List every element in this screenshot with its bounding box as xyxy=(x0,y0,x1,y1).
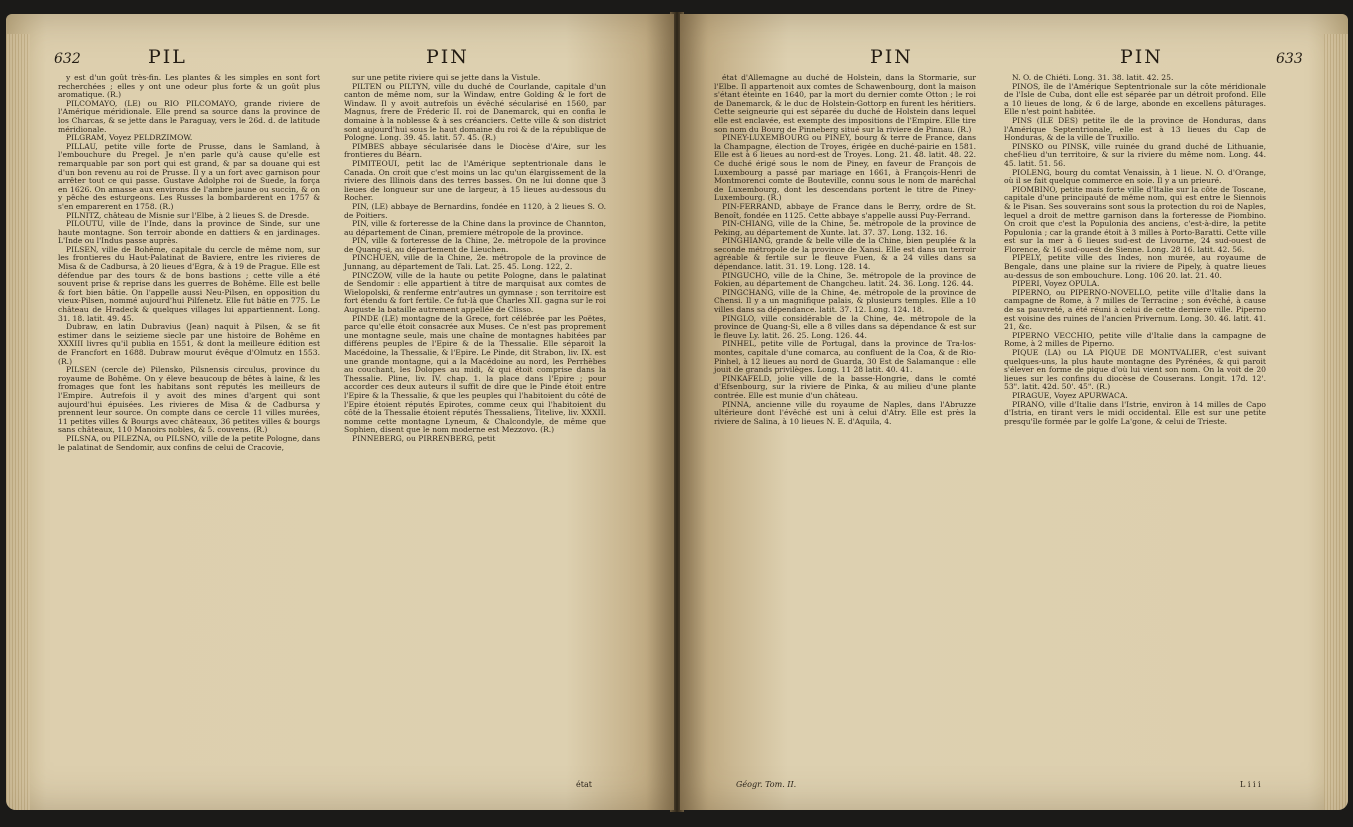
entry-paragraph: PIPELY, petite ville des Indes, non murée, au royaume de Bengale, dans une plaine sur la riviere de Pipely, à quatre lieues au-dessus de son embouchure. Long. 106 20. lat. 21. 40. xyxy=(1004,253,1266,280)
entry-paragraph: état d'Allemagne au duché de Holstein, dans la Stormarie, sur l'Elbe. Il appartenoit aux comtes de Schawenbourg, dont la maison s'étant éteinte en 1640, par la mort du dernier comte Otton ; le roi de Danemarck, & le duc de Holstein-Gottorp en furent les héritiers. Cette seigneurie qui est séparée du duché de Holstein dans lequel elle est enclavée, est exempte des impositions de l'Empire. Elle tire son nom du Bourg de Pinneberg situé sur la riviere de Pinnau. (R.) xyxy=(714,73,976,134)
catchword: L i i i xyxy=(1240,780,1261,789)
entry-paragraph: PIRANO, ville d'Italie dans l'Istrie, environ à 14 milles de Capo d'Istria, en tirant vers le midi occidental. Elle est sur une petite presqu'île formée par le golfe La'gone, & celui de Trieste. xyxy=(1004,399,1266,426)
entry-paragraph: PIOMBINO, petite mais forte ville d'Italie sur la côte de Toscane, capitale d'une principauté de même nom, qui est entre le Siennois & le Pisan. Ses souverains sont sous la protection du roi de Naples, lequel a droit de mettre garnison dans la forteresse de Piombino. On croit que c'est la Populonia des anciens, c'est-à-dire, la petite Populonia ; car la grande étoit à 3 milles à Porto-Baratti. Cette ville est sur la mer à 6 lieues sud-est de Livourne, 24 sud-ouest de Florence, & 16 sud-ouest de Sienne. Long. 28 16. latit. 42. 56. xyxy=(1004,184,1266,254)
entry-paragraph: PINGCHANG, ville de la Chine, 4e. métropole de la province de Chensi. Il y a un magnifique palais, & plusieurs temples. Elle a 10 villes dans sa dépendance. latit. 37. 12. Long. 124. 18. xyxy=(714,287,976,315)
right-column-1 xyxy=(714,74,976,426)
entry-paragraph: PINKAFELD, jolie ville de la basse-Hongrie, dans le comté d'Efsenbourg, sur la riviere de Pinka, & au milieu d'une plante contrée. Elle est munie d'un château. xyxy=(714,373,976,400)
entry-paragraph: PIN, ville & forteresse de la Chine, 2e. métropole de la province de Quang-si, au département de Lieuchen. xyxy=(344,236,606,254)
entry-paragraph: PINDE (LE) montagne de la Grece, fort célébrée par les Poëtes, parce qu'elle étoit consacrée aux Muses. Ce n'est pas proprement une montagne seule, mais une chaîne de montagnes habitées par différens peuples de l'Epire & de la Thessalie. Elle séparoit la Macédoine, la Thessalie, & l'Epire. Le Pinde, dit Strabon, liv. IX. est une grande montagne, qui a la Macédoine au nord, les Perrhèbes au couchant, les Dolopes au midi, & qui étoit comprise dans la Thessalie. Pline, liv. IV. chap. 1. la place dans l'Epire ; pour accorder ces deux auteurs il suffit de dire que le Pinde étoit entre l'Epire & la Thessalie, & que les peuples qui l'habitoient du côté de l'Epire étoient réputés Epirotes, comme ceux qui l'habitoient du côté de la Thessalie étoient réputés Thessaliens, Titelive, liv. XXXII. nomme cette montagne Lyneum, & Chalcondyle, de même que Sophien, disent que le nom moderne est Mezzovo. (R.) xyxy=(344,313,606,435)
entry-paragraph: PIMITEOUI, petit lac de l'Amérique septentrionale dans le Canada. On croit que c'est moins un lac qu'un élargissement de la riviere des Illinois dans des terres basses. On ne lui donne que 3 lieues de longueur sur une de largeur, à 15 lieues au-dessous du Rocher. xyxy=(344,158,606,203)
entry-paragraph: PIPERNO, ou PIPERNO-NOVELLO, petite ville d'Italie dans la campagne de Rome, à 7 milles de Terracine ; son évêché, à cause de sa pauvreté, a été réuni à celui de cette derniere ville. Piperno est voisine des ruines de l'ancien Privernum. Long. 30. 46. latit. 41. 21, &c. xyxy=(1004,287,1266,332)
left-running-head-left: PIL xyxy=(148,46,187,68)
entry-paragraph: PINCZOW, ville de la haute ou petite Pologne, dans le palatinat de Sendomir : elle appartient à titre de marquisat aux comtes de Wielopolski, & renferme entr'autres un gymnase ; son territoire est fort étendu & fort fertile. Ce fut-là que Charles XII. gagna sur le roi Auguste la bataille autrement appellée de Clisso. xyxy=(344,270,606,315)
entry-paragraph: PIN, (LE) abbaye de Bernardins, fondée en 1120, à 2 lieues S. O. de Poitiers. xyxy=(344,201,606,220)
entry-paragraph: PILSEN (cercle de) Pilensko, Pilsnensis circulus, province du royaume de Bohême. On y éleve beaucoup de bêtes à laine, & les fromages que font les habitans sont réputés les meilleurs de l'Empire. Autrefois il y avoit des mines d'argent qui sont aujourd'hui épuisées. Les rivieres de Misa & de Cadbursa y prennent leur source. On compte dans ce cercle 11 villes murées, 11 petites villes & Bourgs avec châteaux, 36 petites villes & bourgs sans châteaux, 110 Manoirs nobles, & 5. couvens. (R.) xyxy=(58,365,320,435)
entry-paragraph: PINS (ILE DES) petite île de la province de Honduras, dans l'Amérique Septentrionale, elle est à 13 lieues du Cap de Honduras, & de la ville de Truxillo. xyxy=(1004,115,1266,143)
right-page-number xyxy=(1276,46,1303,72)
entry-paragraph: y est d'un goût très-fin. Les plantes & les simples en sont fort recherchées ; elles y ont une odeur plus forte & un goût plus aromatique. (R.) xyxy=(58,73,320,100)
entry-paragraph: PIN-FERRAND, abbaye de France dans le Berry, ordre de St. Benoît, fondée en 1125. Cette abbaye s'appelle aussi Puy-Ferrand. xyxy=(714,201,976,220)
entry-paragraph: PINGHIANG, grande & belle ville de la Chine, bien peuplée & la seconde métropole de la province de Xansi. Elle est dans un terroir agréable & fertile sur le fleuve Fuen, & a 24 villes dans sa dépendance. latit. 31. 19. Long. 128. 14. xyxy=(714,236,976,272)
entry-paragraph: PIPERNO VECCHIO, petite ville d'Italie dans la campagne de Rome, à 2 milles de Piperno. xyxy=(1004,330,1266,349)
entry-paragraph: PIOLENG, bourg du comtat Venaissin, à 1 lieue. N. O. d'Orange, où il se fait quelque commerce en soie. Il y a un prieuré. xyxy=(1004,167,1266,186)
right-running-head-right: PIN xyxy=(1120,46,1163,68)
entry-paragraph: PINOS, île de l'Amérique Septentrionale sur la côte méridionale de l'Isle de Cuba, dont elle est séparée par un détroit profond. Elle a 10 lieues de long, & 6 de large, abonde en excellens pâturages. Elle n'est point habitée. xyxy=(1004,81,1266,117)
entry-paragraph: PINGUCHO, ville de la Chine, 3e. métropole de la province de Fokien, au département de Changcheu. latit. 24. 36. Long. 126. 44. xyxy=(714,270,976,289)
signature-mark: Géogr. Tom. II. xyxy=(736,780,797,789)
right-page-edges xyxy=(1324,34,1348,810)
right-column-2 xyxy=(1004,74,1266,426)
entry-paragraph: PINNEBERG, ou PIRRENBERG, petit xyxy=(352,433,496,443)
left-page-edges xyxy=(6,34,30,810)
entry-paragraph: N. O. de Chiéti. Long. 31. 38. latit. 42. 25. xyxy=(1012,73,1174,82)
entry-paragraph: PINNA, ancienne ville du royaume de Naples, dans l'Abruzze ultérieure dont l'évêché est uni à celui d'Atry. Elle est près la riviere de Salina, à 10 lieues N. E. d'Aquila, 4. xyxy=(714,399,976,426)
entry-paragraph: PILLAU, petite ville forte de Prusse, dans le Samland, à l'embouchure du Pregel. Je n'en parle qu'à cause qu'elle est remarquable par son port qui est grand, & par sa douane qui est d'un bon revenu au roi de Prusse. Il y a un fort avec garnison pour arrêter tout ce qui passe. Gustave Adolphe roi de Suede, la força en 1626. On amasse aux environs de l'ambre jaune ou succin, & on y pêche des esturgeons. Les Russes la bombarderent en 1757 & s'en emparerent en 1758. (R.) xyxy=(58,141,320,211)
entry-paragraph: PILNITZ, château de Misnie sur l'Elbe, à 2 lieues S. de Dresde. xyxy=(66,210,310,220)
entry-paragraph: PILGRAM, Voyez PELDRZIMOW. xyxy=(66,133,193,143)
entry-paragraph: PIQUE (LA) ou LA PIQUE DE MONTVALIER, c'est suivant quelques-uns, la plus haute montagne des Pyrénées, & qui paroit s'élever en forme de pique d'où lui vient son nom. On la voit de 20 lieues sur les confins du diocèse de Couserans. Longit. 17d. 12'. 53". latit. 42d. 50'. 45". (R.) xyxy=(1004,348,1266,392)
entry-paragraph: PINCHUEN, ville de la Chine, 2e. métropole de la province de Junnang, au département de Tali. Lat. 25. 45. Long. 122, 2. xyxy=(344,253,606,272)
entry-paragraph: PINSKO ou PINSK, ville ruinée du grand duché de Lithuanie, chef-lieu d'un territoire, & sur la riviere du même nom. Long. 44. 45. latit. 51. 56. xyxy=(1004,141,1266,168)
entry-paragraph: PILCOMAYO, (LE) ou RIO PILCOMAYO, grande riviere de l'Amérique méridionale. Elle prend sa source dans la province de los Charcas, & se jette dans le Paraguay, vers le 26d. d. de latitude méridionale. xyxy=(58,98,320,134)
entry-paragraph: PILOUTU, ville de l'Inde, dans la province de Sinde, sur une haute montagne. Son terroir abonde en dattiers & en jardinages. L'Inde ou l'Indus passe auprès. xyxy=(58,219,320,246)
entry-paragraph: PIPERI, Voyez OPULA. xyxy=(1012,279,1100,289)
entry-paragraph: PILSNA, ou PILEZNA, ou PILSNO, ville de la petite Pologne, dans le palatinat de Sendomir, aux confins de celui de Cracovie, xyxy=(58,433,320,452)
entry-paragraph: sur une petite riviere qui se jette dans la Vistule. xyxy=(352,73,541,82)
right-running-head-left: PIN xyxy=(870,46,913,68)
left-page-number xyxy=(54,46,81,72)
catchword: état xyxy=(576,780,592,789)
left-column-1 xyxy=(58,74,320,452)
left-running-head-right: PIN xyxy=(426,46,469,68)
entry-paragraph: PINEY-LUXEMBOURG ou PINEY, bourg & terre de France, dans la Champagne, élection de Troyes, érigée en duché-pairie en 1581. Elle est à 6 lieues au nord-est de Troyes. Long. 21. 48. latit. 48. 22. Ce duché érigé sous le nom de Piney, en faveur de François de Luxembourg a passé par mariage en 1661, à François-Henri de Montmorenci comte de Bouteville, connu sous le nom de maréchal de Luxembourg, dont les descendans portent le titre de Piney-Luxembourg. (R.) xyxy=(714,133,976,203)
entry-paragraph: PINHEL, petite ville de Portugal, dans la province de Tra-los-montes, capitale d'une comarca, au confluent de la Coa, & de Rio-Pinhel, à 12 lieues au nord de Guarda, 30 Est de Salamanque : elle jouit de grands privilèges. Long. 11 28 latit. 40. 41. xyxy=(714,339,976,375)
right-page xyxy=(680,14,1348,810)
entry-paragraph: PIN, ville & forteresse de la Chine dans la province de Channton, au département de Cinan, premiere métropole de la province. xyxy=(344,219,606,237)
page-number: 632 xyxy=(54,51,81,67)
entry-paragraph: PIMBES abbaye sécularisée dans le Diocèse d'Aire, sur les frontieres du Béarn. xyxy=(344,141,606,160)
left-page xyxy=(6,14,674,810)
entry-paragraph: Dubraw, en latin Dubravius (Jean) naquit à Pilsen, & se fit estimer dans le seizieme siecle par une histoire de Bohême en XXXIII livres qu'il publia en 1551, & dont la meilleure édition est de Francfort en 1688. Dubraw mourut évêque d'Olmutz en 1553. (R.) xyxy=(58,322,320,366)
entry-paragraph: PILTEN ou PILTYN, ville du duché de Courlande, capitale d'un canton de même nom, sur la Windaw, entre Golding & le fort de Windaw. Il y avoit autrefois un évêché sécularisé en 1560, par Magnus, frere de Fréderic II. roi de Danemarck, qui en confia le domaine à la noblesse & à ses créanciers. Cette ville & son district sont aujourd'hui sous le haut domaine du roi & de la république de Pologne. Long. 39. 45. latit. 57. 45. (R.) xyxy=(344,81,606,143)
entry-paragraph: PILSEN, ville de Bohême, capitale du cercle de même nom, sur les frontieres du Haut-Palatinat de Baviere, entre les rivieres de Misa & de Cadbursa, à 20 lieues d'Egra, & à 19 de Prague. Elle est défendue par des tours & de bons bastions ; cette ville a été souvent prise & reprise dans les guerres de Bohême. Elle est belle & fort bien bâtie. On l'appelle aussi Neu-Pilsen, en opposition du vieux-Pilsen, nommé aujourd'hui Pilfenetz. Elle fut bâtie en 775. Le château de Hradeck & quelques villages lui appartiennent. Long. 31. 18. latit. 49. 45. xyxy=(58,244,320,323)
entry-paragraph: PIRAGUE, Voyez APURWACA. xyxy=(1012,390,1128,400)
left-column-2 xyxy=(344,74,606,444)
entry-paragraph: PIN-CHIANG, ville de la Chine, 5e. métropole de la province de Peking, au département de Xunte. lat. 37. 37. Long. 132. 16. xyxy=(714,219,976,237)
entry-paragraph: PINGLO, ville considérable de la Chine, 4e. métropole de la province de Quang-Si, elle a 8 villes dans sa dépendance & est sur le fleuve Ly. latit. 26. 25. Long. 126. 44. xyxy=(714,313,976,340)
book-spread xyxy=(6,2,1348,824)
page-number: 633 xyxy=(1276,51,1303,67)
